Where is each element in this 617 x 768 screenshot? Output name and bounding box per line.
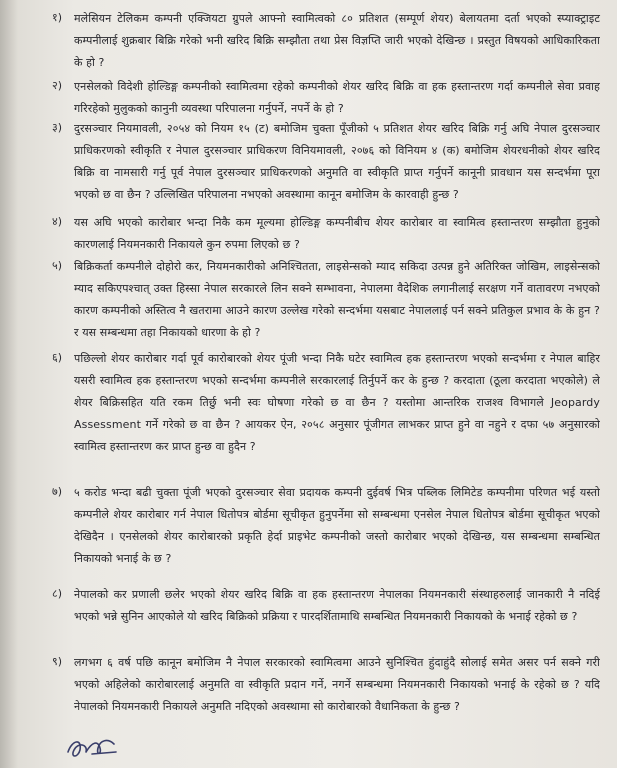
question-text: नेपालको कर प्रणाली छलेर भएको शेयर खरिद बिक्रि वा हक हस्तान्तरण नेपालका नियमनकारी संस्थाहरुलाई जानकारी नै नदिई भएको भन्ने सुनिन आएकोले यो खरिद बिक्रिको प्रक्रिया र पारदर्शितामाथि सम्बन्धित नियमनकारी निकायको के भनाई रहेको छ ? <box>74 588 600 623</box>
question-text: एनसेलको विदेशी होल्डिङ्ग कम्पनीको स्वामित्वमा रहेको कम्पनीको शेयर खरिद बिक्रि वा हक हस्तान्तरण गर्दा कम्पनीले सेवा प्रवाह गरिरहेको मुलुकको कानुनी व्यवस्था परिपालना गर्नुपर्ने, नपर्ने के हो ? <box>74 80 600 115</box>
question-text: पछिल्लो शेयर कारोबार गर्दा पूर्व कारोबारको शेयर पूंजी भन्दा निकै घटेर स्वामित्व हक हस्तान्तरण भएको सन्दर्भमा र नेपाल बाहिर यसरी स्वामित्व हक हस्तान्तरण भएको सन्दर्भमा कम्पनीले सरकारलाई तिर्नुपर्ने कर के हुन्छ ? करदाता (ठूला करदाता भएकोले) ले शेयर बिक्रिसहित यति रकम तिर्छु भनी स्वः घोषणा गरेको छ वा छैन ? यस्तोमा आन्तरिक राजश्व विभागले Jeopardy Assessment गर्ने गरेको छ वा छैन ? आयकर ऐन, २०५८ अनुसार पूंजीगत लाभकर प्राप्त हुने वा नहुने र दफा ५७ अनुसारको स्वामित्व हस्तान्तरण कर प्राप्त हुन्छ वा हुदैन ? <box>74 352 600 453</box>
question-text: ५ करोड भन्दा बढी चुक्ता पूंजी भएको दुरसञ्चार सेवा प्रदायक कम्पनी दुईवर्ष भित्र पब्लिक लिमिटेड कम्पनीमा परिणत भई यस्तो कम्पनीले शेयर कारोबार गर्न नेपाल धितोपत्र बोर्डमा सूचीकृत हुनुपर्नेमा सो सम्बन्धमा एनसेल नेपाल धितोपत्र बोर्डमा सूचीकृत भएको देखिदैन । एनसेलको शेयर कारोबारको प्रकृति हेर्दा प्राइभेट कम्पनीको जस्तो कारोबार भएको देखिन्छ, यस सम्बन्धमा सम्बन्धित निकायको भनाई के छ ? <box>74 486 600 565</box>
question-number: ३) <box>51 121 62 134</box>
question-number: ६) <box>51 351 62 364</box>
question-number: ९) <box>51 655 62 668</box>
question-number: ५) <box>51 259 62 272</box>
question-number: ४) <box>51 215 62 228</box>
question-number: १) <box>51 11 62 24</box>
question-text: यस अघि भएको कारोबार भन्दा निकै कम मूल्यमा होल्डिङ्ग कम्पनीबीच शेयर कारोबार वा स्वामित्व हस्तान्तरण सम्झौता हुनुको कारणलाई नियमनकारी निकायले कुन रुपमा लिएको छ ? <box>74 216 600 251</box>
question-number: ८) <box>51 587 62 600</box>
question-number: २) <box>51 79 62 92</box>
question-text: लगभग ६ वर्ष पछि कानून बमोजिम नै नेपाल सरकारको स्वामित्वमा आउने सुनिश्चित हुंदाहुंदै सोलाई समेत असर पर्न सक्ने गरी भएको अहिलेको कारोबारलाई अनुमति वा स्वीकृति प्रदान गर्ने, नगर्ने सम्बन्धमा नियमनकारी निकायको भनाई के रहेको छ ? यदि नेपालको नियमनकारी निकायले अनुमति नदिएको अवस्थामा सो कारोबारको वैधानिकता के हुन्छ ? <box>74 656 600 713</box>
question-text: बिक्रिकर्ता कम्पनीले दोहोरो कर, नियमनकारीको अनिश्चितता, लाइसेन्सको म्याद सकिदा उत्पन्न हुने अतिरिक्त जोखिम, लाइसेन्सको म्याद सकिएपश्चात् उक्त हिस्सा नेपाल सरकारले लिन सक्ने सम्भावना, नेपालमा वैदेशिक लगानीलाई सरक्षण गर्ने वातावरण नभएको कारण कम्पनीको अस्तित्व नै खतरामा आउने कारण उल्लेख गरेको सन्दर्भमा यसबाट नेपाललाई पर्न सक्ने प्रतिकुल प्रभाव के के हुन ? र यस सम्बन्धमा तहा निकायको धारणा के हो ? <box>74 260 600 339</box>
question-number: ७) <box>51 485 62 498</box>
handwritten-signature <box>62 730 122 764</box>
question-text: दुरसञ्चार नियमावली, २०५४ को नियम १५ (ट) बमोजिम चुक्ता पूँजीको ५ प्रतिशत शेयर खरिद बिक्रि गर्नु अघि नेपाल दुरसञ्चार प्राधिकरणको स्वीकृति र नेपाल दुरसञ्चार प्राधिकरण विनियमावली, २०७६ को विनियम ४ (क) बमोजिम शेयरधनीको शेयर खरिद बिक्रि वा नामसारी गर्नु पूर्व नेपाल दुरसञ्चार प्राधिकरणको अनुमति वा स्वीकृति प्राप्त गर्नुपर्ने कानूनी प्रावधान यस सन्दर्भमा पूरा भएको छ वा छैन ? उल्लिखित परिपालना नभएको अवस्थामा कानून बमोजिम के कारवाही हुन्छ ? <box>74 122 600 201</box>
question-text: मलेसियन टेलिकम कम्पनी एक्जियटा ग्रुपले आफ्नो स्वामित्वको ८० प्रतिशत (सम्पूर्ण शेयर) बेलायतमा दर्ता भएको स्प्याक्ट्राइट कम्पनीलाई शुक्रबार बिक्रि गरेको भनी खरिद बिक्रि सम्झौता तथा प्रेस विज्ञप्ति जारी भएको देखिन्छ । प्रस्तुत विषयको आधिकारिकता के हो ? <box>74 12 600 69</box>
